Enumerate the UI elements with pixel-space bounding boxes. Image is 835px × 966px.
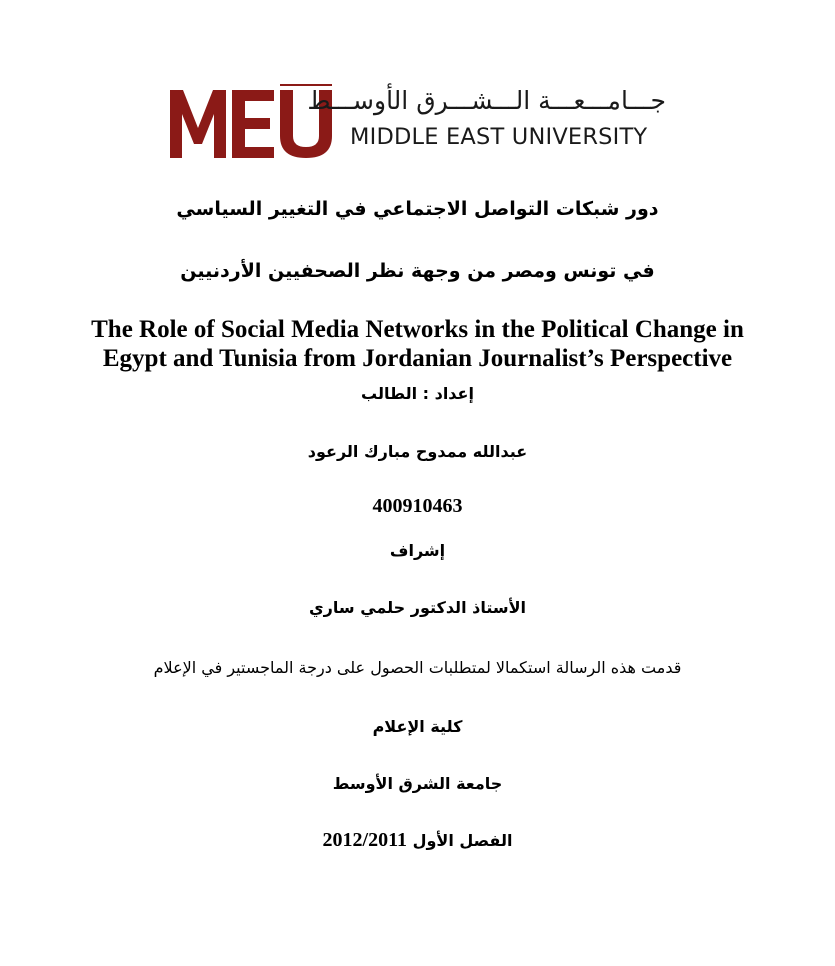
university-logo — [170, 84, 670, 158]
logo-english-name: MIDDLE EAST UNIVERSITY — [350, 124, 648, 150]
arabic-title-line-2: في تونس ومصر من وجهة نظر الصحفيين الأردنيين — [180, 260, 655, 282]
academic-term — [0, 829, 835, 852]
prepared-by-label: إعداد : الطالب — [361, 384, 474, 403]
university-name: جامعة الشرق الأوسط — [332, 774, 503, 793]
student-id: 400910463 — [372, 495, 463, 517]
student-name: عبدالله ممدوح مبارك الرعود — [307, 442, 528, 461]
logo-arabic-name: جـــامـــعـــة الـــشـــرق الأوســـط — [307, 86, 666, 115]
term-label: الفصل الأول — [412, 831, 513, 850]
supervision-label: إشراف — [389, 541, 446, 560]
faculty-name: كلية الإعلام — [372, 717, 463, 736]
submission-statement: قدمت هذه الرسالة استكمالا لمتطلبات الحصول على درجة الماجستير في الإعلام — [153, 658, 682, 677]
english-title-line-2: Egypt and Tunisia from Jordanian Journalist’s Perspective — [102, 345, 733, 372]
term-year: 2012/2011 — [322, 829, 407, 851]
supervisor-name: الأستاذ الدكتور حلمي ساري — [309, 598, 526, 617]
arabic-title-line-1: دور شبكات التواصل الاجتماعي في التغيير السياسي — [176, 198, 659, 220]
english-title-line-1: The Role of Social Media Networks in the Political Change in — [91, 316, 744, 343]
